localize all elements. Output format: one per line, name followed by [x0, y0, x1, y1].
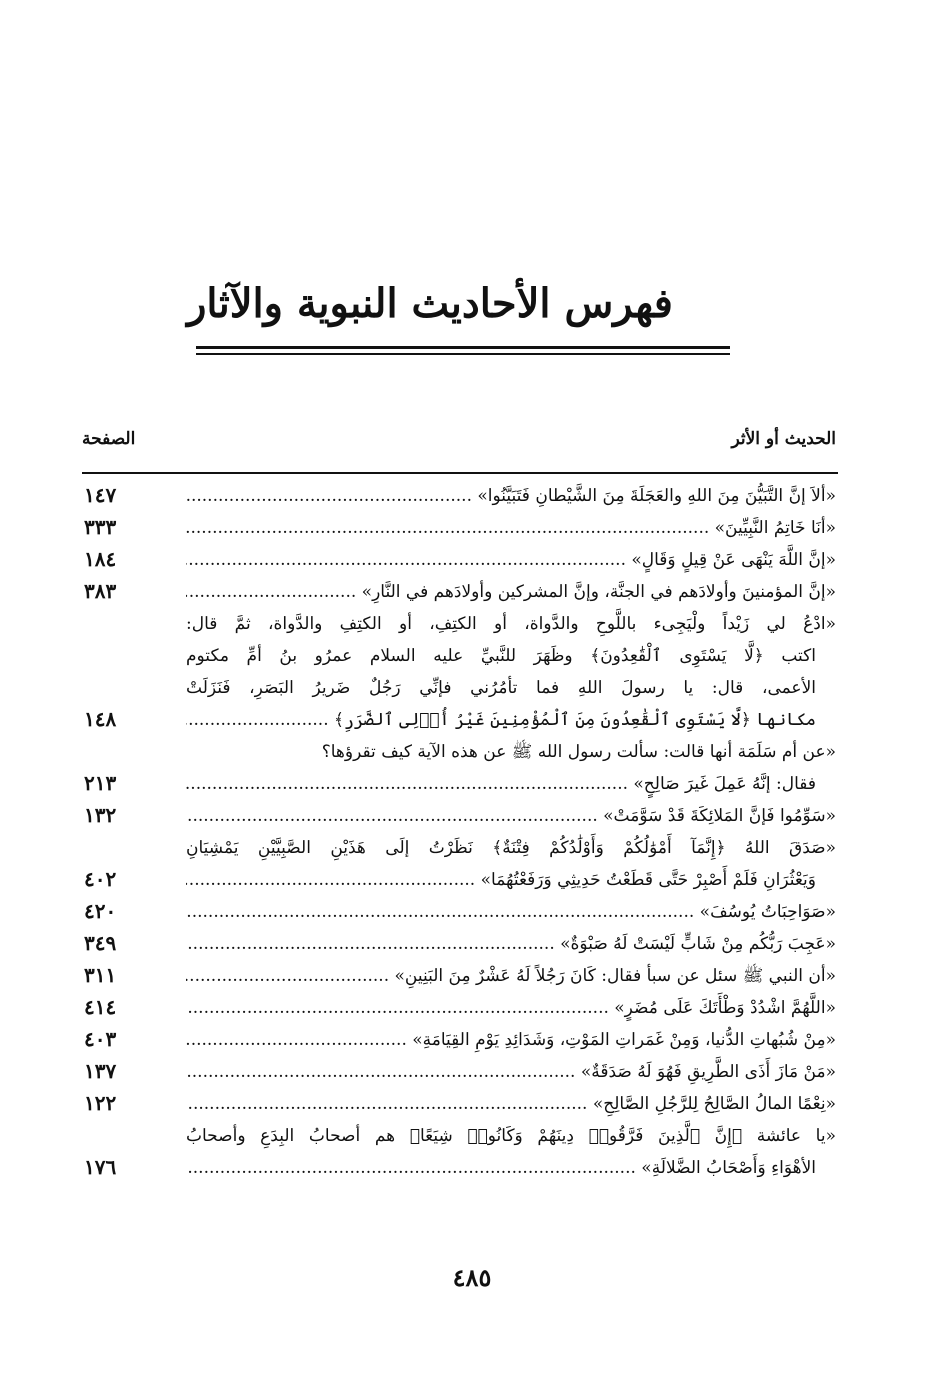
index-line: [0, 512, 944, 544]
hadith-text: «يا عائشة ﴿إِنَّ ٱلَّذِينَ فَرَّقُوا۟ دِينَهُمْ وَكَانُوا۟ شِيَعًا﴾ هم أصحابُ البِدَعِ وأصحابُ: [186, 1126, 836, 1146]
index-line: [0, 544, 944, 576]
index-line: [0, 864, 944, 896]
page-title: فهرس الأحاديث النبوية والآثار: [187, 280, 673, 327]
index-line: [0, 576, 944, 608]
index-line: [0, 736, 944, 768]
hadith-text: «صَدَقَ اللهُ ﴿إِنَّمَآ أَمْوَٰلُكُمْ وَأَوْلَٰدُكُمْ فِتْنَةٌ﴾ نَظَرْتُ إلَى هَذَيْنِ الصَّبِيَّيْنِ يَمْشِيَانِ: [186, 838, 836, 858]
hadith-text: «أنَا خَاتِمُ النَّبِيِّينَ» .....: [186, 512, 836, 544]
header-rule: [82, 472, 838, 474]
page-ref: ٣١١: [84, 963, 117, 987]
page-ref: [84, 736, 154, 768]
page-ref: ٣٤٩: [84, 931, 117, 955]
page-ref: ٤١٤: [84, 995, 117, 1019]
page-ref: [84, 640, 154, 672]
column-header-page: الصفحة: [82, 429, 136, 449]
page-ref: ١٤٧: [84, 483, 117, 507]
page-ref: ٣٨٣: [84, 579, 117, 603]
hadith-text: فقال: إنَّهُ عَمِلَ غَيرَ صَالِحٍ» .....: [186, 768, 816, 800]
page-ref: ١٢٢: [84, 1091, 117, 1115]
index-line: [0, 832, 944, 864]
index-line: [0, 1120, 944, 1152]
index-line: [0, 1056, 944, 1088]
hadith-text: «أن النبي ﷺ سئل عن سبأ فقال: كَانَ رَجُلاً لَهُ عَشْرٌ مِنَ البَنِينِ» .....: [186, 960, 836, 992]
index-line: [0, 640, 944, 672]
hadith-text: مكانها ﴿لَّا يَسْتَوِى ٱلْقَٰعِدُونَ مِنَ ٱلْمُؤْمِنِينَ غَيْرُ أُو۟لِى ٱلضَّرَرِ﴾ .....: [186, 704, 816, 736]
hadith-text: «إنَّ اللَّهَ يَنْهَى عَنْ قِيلٍ وَقَالٍ» .....: [186, 544, 836, 576]
hadith-text: «إنَّ المؤمنينَ وأولادَهم في الجنَّة، وإنَّ المشركين وأولادَهم في النَّارِ» .....: [186, 576, 836, 608]
page-ref: [84, 832, 154, 864]
hadith-text: اكتب ﴿لَّا يَسْتَوِى ٱلْقَٰعِدُونَ﴾ وظَهَرَ للنَّبيِّ عليه السلام عمرُو بنُ أمِّ مكتوم: [186, 646, 816, 666]
hadith-text: الأهْوَاءِ وَأَصْحَابُ الضَّلالَةِ» .....: [186, 1152, 816, 1184]
page-ref: [84, 608, 154, 640]
hadith-text: الأعمى، قال: يا رسولَ اللهِ فما تأمُرُني فإنِّي رَجُلٌ ضَريرُ البَصَرِ، فَنَزَلَتْ: [186, 678, 816, 698]
hadith-text: وَيَعْثُرَانِ فَلَمْ أَصْبِرْ حَتَّى قَطَعْتُ حَدِيثِي وَرَفَعْتُهُمَا» .....: [186, 864, 816, 896]
page-ref: ١٧٦: [84, 1155, 117, 1179]
page-ref: ٤٠٣: [84, 1027, 117, 1051]
hadith-text: «نِعْمًا المالُ الصَّالِحُ لِلرَّجُلِ الصَّالِحِ» .....: [186, 1088, 836, 1120]
hadith-text: «ألاَ إنَّ التَّبَيُّنَ مِنَ اللهِ والعَجَلَةَ مِنَ الشَّيْطانِ فَتَبَيَّنُوا» .....: [186, 480, 836, 512]
page-ref: ١٨٤: [84, 547, 117, 571]
index-line: [0, 1088, 944, 1120]
page-ref: ٤٠٢: [84, 867, 117, 891]
index-line: [0, 992, 944, 1024]
index-line: [0, 960, 944, 992]
page-ref: [84, 1120, 154, 1152]
page-ref: ١٣٧: [84, 1059, 117, 1083]
column-header-hadith: الحديث أو الأثر: [731, 429, 836, 449]
index-line: [0, 928, 944, 960]
index-entries: [0, 480, 944, 1184]
index-line: [0, 1152, 944, 1184]
index-line: [0, 608, 944, 640]
page-ref: [84, 672, 154, 704]
hadith-text: «صَوَاحِبَاتُ يُوسُفَ» .....: [186, 896, 836, 928]
hadith-text: «سَوِّمُوا فَإنَّ المَلائِكَةَ قَدْ سَوَّمَتْ» .....: [186, 800, 836, 832]
page-ref: ١٤٨: [84, 707, 117, 731]
index-line: [0, 896, 944, 928]
page-ref: ٢١٣: [84, 771, 117, 795]
page-number: ٤٨٥: [452, 1263, 492, 1292]
index-line: [0, 704, 944, 736]
page-ref: ٤٢٠: [84, 899, 117, 923]
index-line: [0, 672, 944, 704]
hadith-text: «مَنْ مَازَ أَذَى الطَّرِيقِ فَهُوَ لَهُ صَدَقَةٌ» .....: [186, 1056, 836, 1088]
title-rule-thin: [196, 353, 730, 355]
hadith-text: «عن أم سَلَمَة أنها قالت: سألت رسول الله ﷺ عن هذه الآية كيف تقرؤها؟: [321, 742, 836, 762]
hadith-text: «اللَّهُمَّ اشْدُدْ وَطْأَتَكَ عَلَى مُضَرٍ» .....: [186, 992, 836, 1024]
index-line: [0, 480, 944, 512]
page-ref: ٣٣٣: [84, 515, 117, 539]
hadith-text: «ادْعُ لي زَيْداً ولْيَجِىء باللَّوحِ والدَّواة، أو الكتِفِ، أو الكتِفِ والدَّواة، ثمَّ قال:: [186, 614, 836, 634]
index-line: [0, 1024, 944, 1056]
page-ref: ١٣٢: [84, 803, 117, 827]
index-line: [0, 800, 944, 832]
index-line: [0, 768, 944, 800]
hadith-text: «عَجِبَ رَبُّكُم مِنْ شَابٍّ لَيْسَتْ لَهُ صَبْوَةٌ» .....: [186, 928, 836, 960]
hadith-text: «مِنْ شُبُهاتِ الدُّنيا، وَمِنْ غَمَراتِ المَوْتِ، وَشَدَائِدِ يَوْمِ القِيَامَةِ» .....: [186, 1024, 836, 1056]
title-rule-thick: [196, 346, 730, 349]
